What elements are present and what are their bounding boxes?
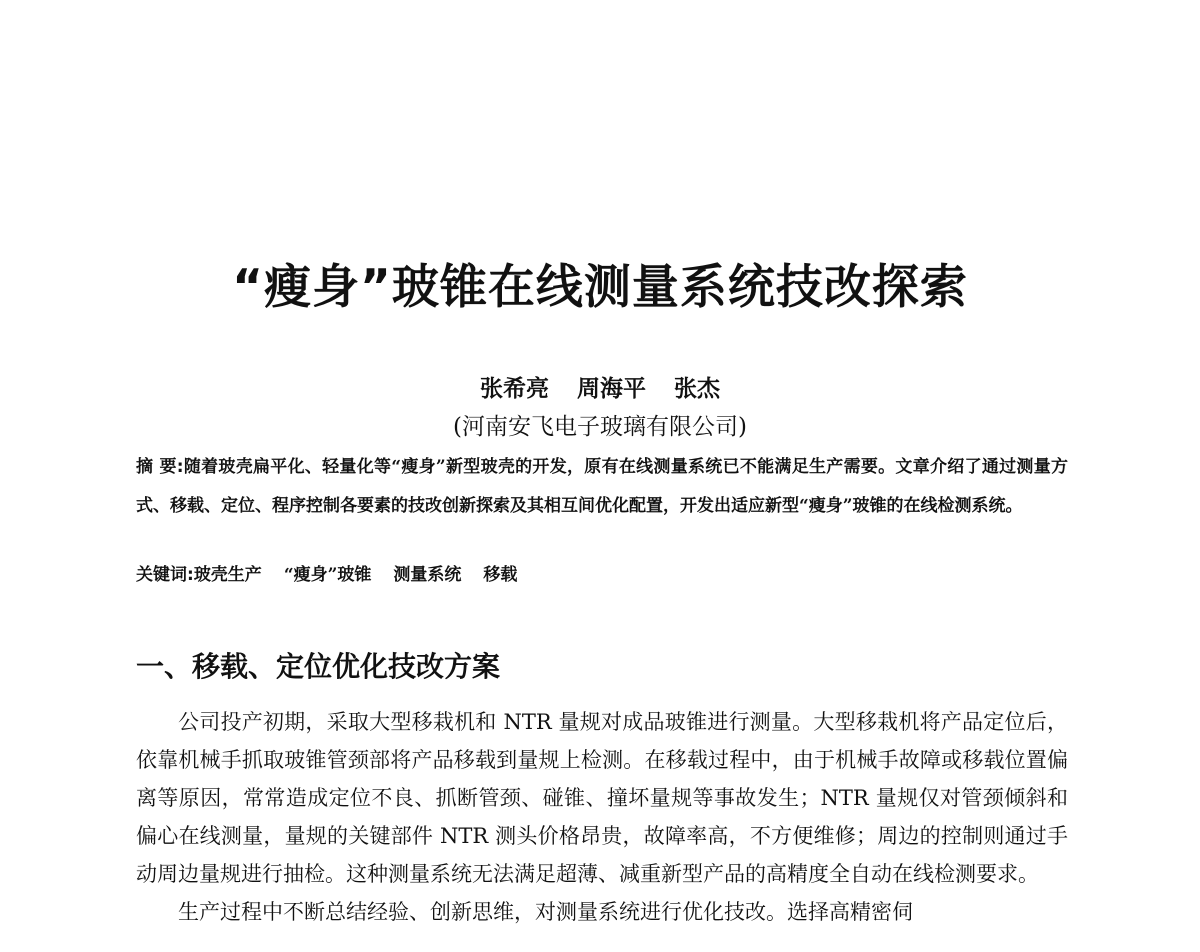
author-name: 张杰 [674, 375, 721, 402]
keywords [136, 560, 1068, 585]
paper-title: “瘦身”玻锥在线测量系统技改探索 [232, 260, 968, 315]
abstract-text: 随着玻壳扁平化、轻量化等“瘦身”新型玻壳的开发，原有在线测量系统已不能满足生产需要。文章介绍了通过测量方式、移载、定位、程序控制各要素的技改创新探索及其相互间优化配置，开发出适应新型“瘦身”玻锥的在线检测系统。 [136, 457, 1068, 516]
section-heading: 一、移载、定位优化技改方案 [136, 650, 501, 683]
keyword: “瘦身”玻锥 [283, 565, 372, 585]
paragraph: 公司投产初期，采取大型移栽机和 NTR 量规对成品玻锥进行测量。大型移栽机将产品定位后，依靠机械手抓取玻锥管颈部将产品移载到量规上检测。在移载过程中，由于机械手故障或移载位置偏离等原因，常常造成定位不良、抓断管颈、碰锥、撞坏量规等事故发生；NTR 量规仅对管颈倾斜和偏心在线测量，量规的关键部件 NTR 测头价格昂贵，故障率高，不方便维修；周边的控制则通过手动周边量规进行抽检。这种测量系统无法满足超薄、减重新型产品的高精度全自动在线检测要求。 [136, 710, 1068, 886]
keyword: 玻壳生产 [193, 565, 262, 585]
paragraph: 生产过程中不断总结经验、创新思维，对测量系统进行优化技改。选择高精密伺 [178, 900, 913, 924]
body-text [136, 703, 1068, 931]
keywords-label: 关键词: [136, 565, 194, 585]
abstract [136, 448, 1068, 526]
author-name: 张希亮 [479, 375, 549, 402]
affiliation: (河南安飞电子玻璃有限公司) [453, 414, 747, 440]
keyword: 移载 [483, 565, 518, 585]
author-name: 周海平 [577, 375, 646, 402]
author-list [0, 370, 1200, 403]
keyword: 测量系统 [393, 565, 462, 585]
abstract-label: 摘 要: [136, 457, 184, 477]
